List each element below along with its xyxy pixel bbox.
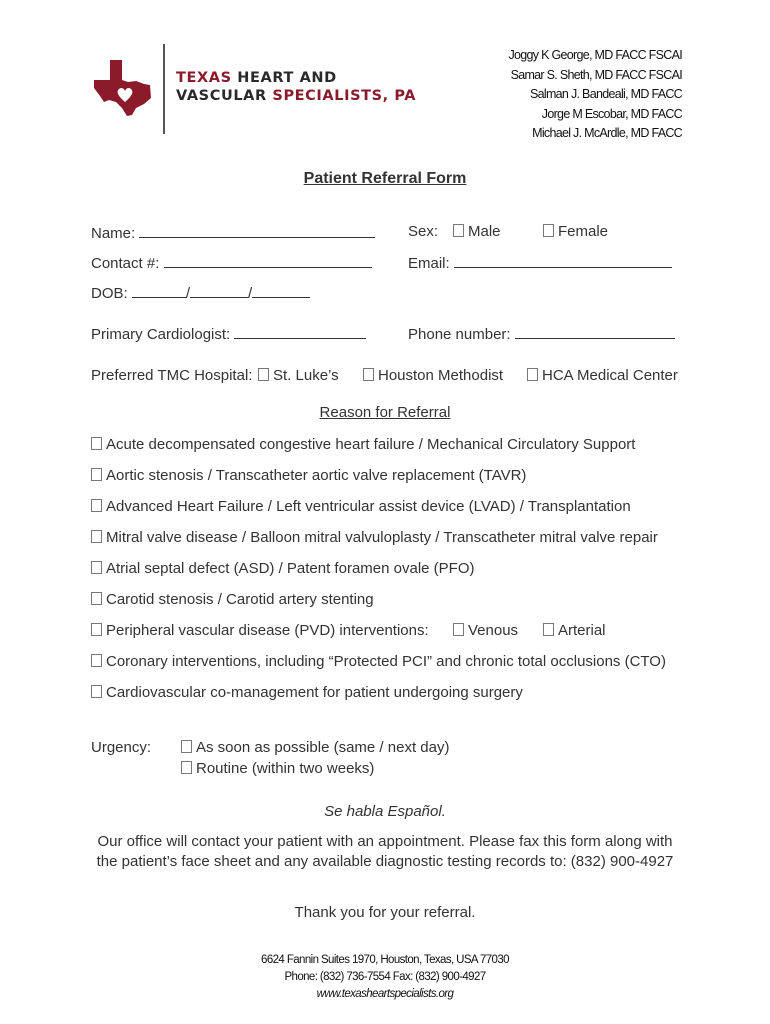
thank-you-note: Thank you for your referral. bbox=[294, 904, 476, 921]
hospital-option[interactable] bbox=[258, 367, 339, 384]
reason-item[interactable] bbox=[91, 684, 523, 701]
urgency-option[interactable] bbox=[181, 739, 449, 756]
male-option[interactable] bbox=[453, 223, 501, 240]
reason-item[interactable] bbox=[91, 591, 374, 608]
contact-instructions bbox=[0, 832, 770, 872]
hospital-checkbox[interactable] bbox=[363, 368, 374, 381]
reason-checkbox[interactable] bbox=[91, 468, 102, 481]
reason-checkbox[interactable] bbox=[91, 623, 102, 636]
doctor-name: Michael J. McArdle, MD FACC bbox=[532, 126, 682, 140]
reason-checkbox[interactable] bbox=[91, 437, 102, 450]
dob-day-line[interactable] bbox=[190, 283, 248, 298]
pvd-checkbox[interactable] bbox=[453, 623, 464, 636]
dob-separator: / bbox=[185, 285, 191, 302]
reason-item[interactable] bbox=[91, 436, 635, 453]
hospital-option-label: Houston Methodist bbox=[378, 367, 504, 384]
cardiologist-label: Primary Cardiologist: bbox=[91, 326, 231, 343]
reason-label: Carotid stenosis / Carotid artery stenting bbox=[106, 591, 374, 608]
reason-label: Peripheral vascular disease (PVD) interventions: bbox=[106, 622, 429, 639]
reason-item[interactable] bbox=[91, 467, 526, 484]
female-option[interactable] bbox=[543, 223, 608, 240]
pvd-option-label: Arterial bbox=[558, 622, 606, 639]
reason-label: Advanced Heart Failure / Left ventricular assist device (LVAD) / Transplantation bbox=[106, 498, 631, 515]
sex-field bbox=[408, 223, 438, 240]
dob-field[interactable] bbox=[91, 283, 310, 302]
hospital-checkbox[interactable] bbox=[527, 368, 538, 381]
footer-address: 6624 Fannin Suites 1970, Houston, Texas, USA 77030 bbox=[261, 954, 509, 966]
doctor-name: Joggy K George, MD FACC FSCAI bbox=[508, 48, 682, 62]
phone-line[interactable] bbox=[515, 324, 675, 339]
reason-checkbox[interactable] bbox=[91, 592, 102, 605]
brand-line-1: TEXAS HEART AND bbox=[176, 70, 337, 86]
doctor-name: Jorge M Escobar, MD FACC bbox=[541, 106, 682, 121]
form-title: Patient Referral Form bbox=[303, 170, 467, 187]
pvd-checkbox[interactable] bbox=[543, 623, 554, 636]
sex-label: Sex: bbox=[408, 223, 439, 240]
doctor-name: Salman J. Bandeali, MD FACC bbox=[530, 87, 682, 101]
pvd-option-label: Venous bbox=[468, 622, 519, 639]
footer bbox=[0, 952, 770, 1003]
contact-line-1: Our office will contact your patient with an appointment. Please fax this form along with bbox=[97, 833, 673, 850]
dob-month-line[interactable] bbox=[132, 283, 186, 298]
urgency-checkbox[interactable] bbox=[181, 740, 192, 753]
reason-checkbox[interactable] bbox=[91, 499, 102, 512]
male-checkbox[interactable] bbox=[453, 224, 464, 237]
urgency-option-label: Routine (within two weeks) bbox=[196, 760, 375, 777]
dob-label: DOB: bbox=[91, 285, 128, 302]
dob-separator: / bbox=[248, 285, 253, 302]
reason-item[interactable] bbox=[91, 653, 666, 670]
reason-label: Cardiovascular co-management for patient undergoing surgery bbox=[106, 684, 523, 701]
spanish-note: Se habla Español. bbox=[324, 803, 446, 820]
urgency-option[interactable] bbox=[181, 760, 374, 777]
urgency-checkbox[interactable] bbox=[181, 761, 192, 774]
name-label: Name: bbox=[91, 225, 136, 242]
reason-item[interactable] bbox=[91, 498, 631, 515]
dob-year-line[interactable] bbox=[252, 283, 310, 298]
cardiologist-field[interactable] bbox=[91, 324, 366, 343]
hospital-checkbox[interactable] bbox=[258, 368, 269, 381]
hospital-label: Preferred TMC Hospital: bbox=[91, 367, 253, 384]
doctor-list bbox=[508, 46, 682, 144]
footer-phone-fax: Phone: (832) 736-7554 Fax: (832) 900-4927 bbox=[284, 971, 486, 983]
email-line[interactable] bbox=[454, 253, 672, 268]
female-checkbox[interactable] bbox=[543, 224, 554, 237]
reason-label: Acute decompensated congestive heart failure / Mechanical Circulatory Support bbox=[106, 436, 636, 453]
email-label: Email: bbox=[408, 255, 450, 272]
reason-label: Mitral valve disease / Balloon mitral valvuloplasty / Transcatheter mitral valve repair bbox=[106, 529, 658, 546]
header-divider bbox=[163, 44, 165, 134]
reason-item[interactable] bbox=[91, 560, 474, 577]
reason-item[interactable] bbox=[91, 529, 658, 546]
female-label: Female bbox=[558, 223, 609, 240]
hospital-option-label: St. Luke’s bbox=[273, 367, 339, 384]
reason-checkbox[interactable] bbox=[91, 685, 102, 698]
contact-label: Contact #: bbox=[91, 255, 160, 272]
urgency-option-label: As soon as possible (same / next day) bbox=[196, 739, 450, 756]
texas-heart-logo bbox=[92, 58, 154, 118]
email-field[interactable] bbox=[408, 253, 672, 272]
name-line[interactable] bbox=[139, 223, 375, 238]
hospital-field bbox=[91, 367, 252, 384]
name-field[interactable] bbox=[91, 223, 375, 242]
hospital-option[interactable] bbox=[527, 367, 678, 384]
reason-label: Atrial septal defect (ASD) / Patent foramen ovale (PFO) bbox=[106, 560, 475, 577]
hospital-option-label: HCA Medical Center bbox=[542, 367, 678, 384]
reason-label: Aortic stenosis / Transcatheter aortic valve replacement (TAVR) bbox=[106, 467, 527, 484]
reason-checkbox[interactable] bbox=[91, 561, 102, 574]
pvd-option[interactable] bbox=[453, 622, 518, 639]
pvd-option[interactable] bbox=[543, 622, 606, 639]
reason-item[interactable] bbox=[91, 622, 429, 639]
reason-label: Coronary interventions, including “Protected PCI” and chronic total occlusions (CTO) bbox=[106, 653, 666, 670]
male-label: Male bbox=[468, 223, 501, 240]
contact-field[interactable] bbox=[91, 253, 372, 272]
contact-line[interactable] bbox=[164, 253, 372, 268]
brand-line-2: VASCULAR SPECIALISTS, PA bbox=[176, 88, 417, 104]
reason-checkbox[interactable] bbox=[91, 530, 102, 543]
reason-checkbox[interactable] bbox=[91, 654, 102, 667]
phone-label: Phone number: bbox=[408, 326, 511, 343]
phone-field[interactable] bbox=[408, 324, 675, 343]
footer-website[interactable]: www.texasheartspecialists.org bbox=[316, 988, 454, 1000]
urgency-label: Urgency: bbox=[91, 739, 152, 756]
doctor-name: Samar S. Sheth, MD FACC FSCAI bbox=[510, 67, 682, 82]
reason-title: Reason for Referral bbox=[319, 404, 451, 421]
hospital-option[interactable] bbox=[363, 367, 503, 384]
contact-line-2: the patient’s face sheet and any available diagnostic testing records to: (832) 900-4927 bbox=[96, 853, 674, 870]
cardiologist-line[interactable] bbox=[234, 324, 366, 339]
